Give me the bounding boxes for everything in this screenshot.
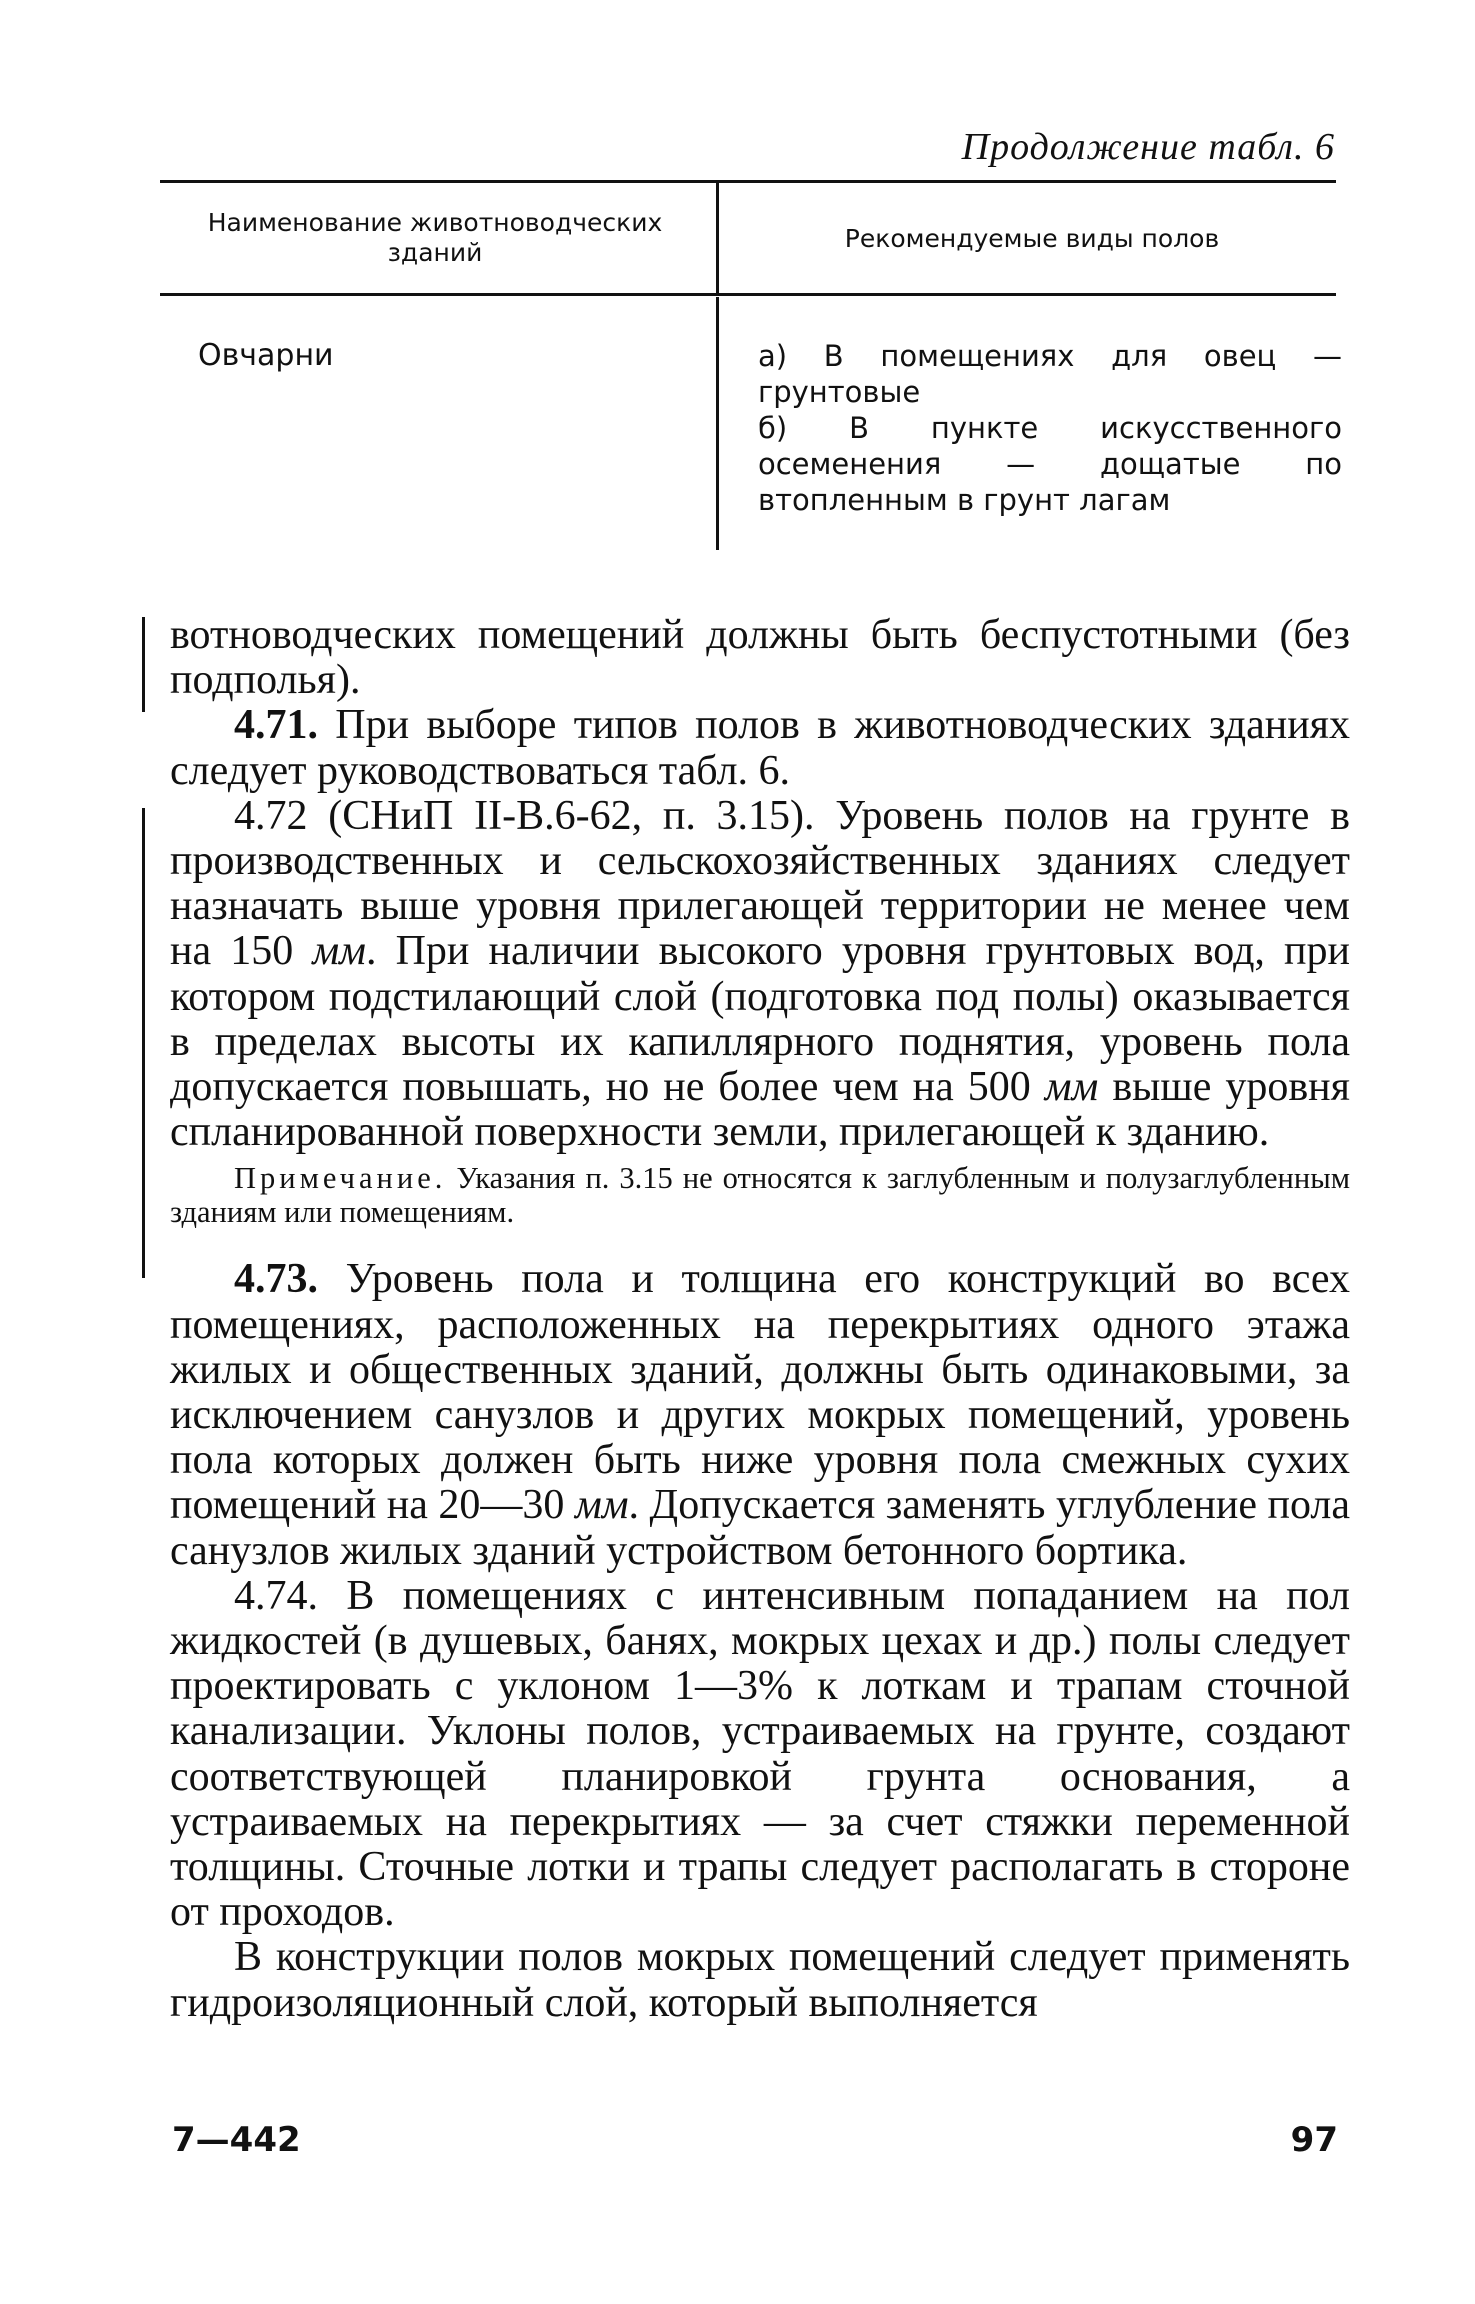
table-header-building: Наименование животноводческих зданий xyxy=(207,208,663,267)
table-body-divider xyxy=(716,297,719,550)
paragraph-4-73 xyxy=(170,1257,1350,1573)
clause-number: 4.73. xyxy=(234,1256,318,1303)
unit-mm: мм xyxy=(1044,1064,1099,1111)
unit-mm: мм xyxy=(574,1482,629,1529)
paragraph-text: При выборе типов полов в животноводческих зданиях следует руководствоваться табл. 6. xyxy=(170,702,1350,794)
unit-mm: мм xyxy=(312,928,366,975)
note-label: Примечание. xyxy=(234,1161,447,1196)
body-text xyxy=(170,613,1350,2026)
table-cell-building: Овчарни xyxy=(198,338,334,373)
paragraph-last: В конструкции полов мокрых помещений следует применять гидроизоляционный слой, который выполняется xyxy=(170,1934,1350,2026)
table-header-divider xyxy=(716,183,719,293)
paragraph-text: . Допускается заменять углубление пола санузлов жилых зданий устройством бетонного бортика. xyxy=(170,1482,1350,1574)
clause-number: 4.71. xyxy=(234,702,318,749)
note-text: Указания п. 3.15 не относятся к заглубленным и полузаглубленным зданиям или помещениям. xyxy=(170,1161,1350,1230)
paragraph-text: выше уровня спланированной поверхности земли, прилегающей к зданию. xyxy=(170,1064,1350,1156)
paragraph-text: Уровень пола и толщина его конструкций во всех помещениях, расположенных на перекрытиях одного этажа жилых и общественных зданий, должны быть одинаковыми, за исключением санузлов и других мокрых помещений, уровень пола которых должен быть ниже уровня пола смежных сухих помещений на 20—30 xyxy=(170,1256,1350,1529)
table-top-rule xyxy=(160,180,1336,183)
margin-change-marker xyxy=(142,617,145,712)
paragraph-text: 4.72 (СНиП II-В.6-62, п. 3.15). Уровень полов на грунте в производственных и сельскохозяйственных зданиях следует назначать выше уровня прилегающей территории не менее чем на 150 xyxy=(170,792,1350,975)
paragraph-4-72 xyxy=(170,794,1350,1156)
table-caption: Продолжение табл. 6 xyxy=(961,126,1335,168)
table-item-b: б) В пункте искусственного осеменения — дощатые по втопленным в грунт лагам xyxy=(758,411,1342,517)
table-item-a: а) В помещениях для овец — грунтовые xyxy=(758,339,1342,409)
table-header-floors: Рекомендуемые виды полов xyxy=(844,224,1220,253)
paragraph-continued: вотноводческих помещений должны быть беспустотными (без подполья). xyxy=(170,612,1350,704)
paragraph-text: . При наличии высокого уровня грунтовых вод, при котором подстилающий слой (подготовка под полы) оказывается в пределах высоты их капиллярного поднятия, уровень пола допускается повышать, но не более чем на 500 xyxy=(170,928,1351,1111)
table-header-rule xyxy=(160,293,1336,296)
printer-signature: 7—442 xyxy=(172,2120,301,2160)
page-number: 97 xyxy=(1290,2120,1338,2160)
table-cell-floors xyxy=(758,338,1342,518)
note xyxy=(170,1161,1350,1229)
margin-change-marker xyxy=(142,808,145,1278)
paragraph-4-74: 4.74. В помещениях с интенсивным попаданием на пол жидкостей (в душевых, банях, мокрых цехах и др.) полы следует проектировать с уклоном 1—3% к лоткам и трапам сточной канализации. Уклоны полов, устраиваемых на грунте, создают соответствующей планировкой грунта основания, а устраиваемых на перекрытиях — за счет стяжки переменной толщины. Сточные лотки и трапы следует располагать в стороне от проходов. xyxy=(170,1572,1350,1936)
paragraph-4-71 xyxy=(170,703,1350,793)
